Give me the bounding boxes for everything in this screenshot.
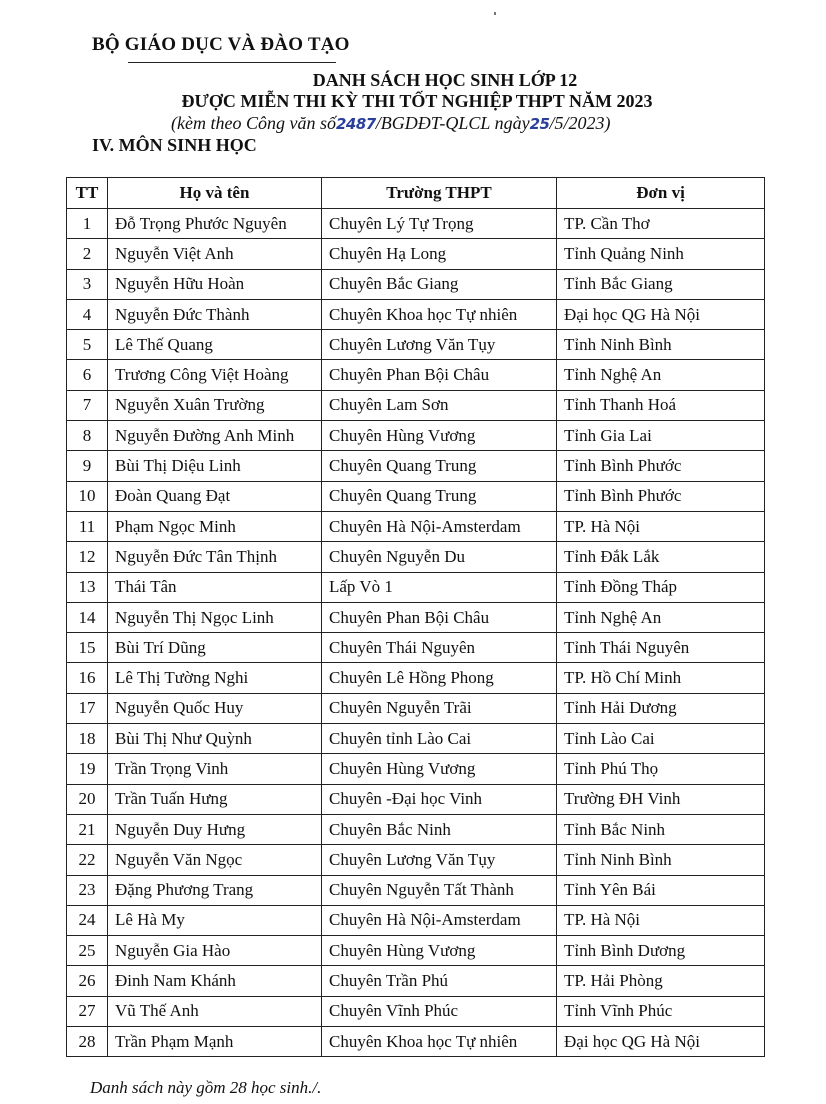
cell-tt: 7 xyxy=(67,390,108,420)
cell-school: Chuyên Lương Văn Tụy xyxy=(322,845,557,875)
cell-tt: 9 xyxy=(67,451,108,481)
cell-school: Chuyên Phan Bội Châu xyxy=(322,360,557,390)
cell-name: Đỗ Trọng Phước Nguyên xyxy=(108,209,322,239)
table-row xyxy=(67,754,765,784)
handwritten-day: 25 xyxy=(529,115,550,133)
header-unit: Đơn vị xyxy=(557,178,765,209)
ministry-name: BỘ GIÁO DỤC VÀ ĐÀO TẠO xyxy=(92,34,350,55)
title-line-1-text: DANH SÁCH HỌC SINH LỚP 12 xyxy=(312,70,578,90)
cell-school: Chuyên Lý Tự Trọng xyxy=(322,209,557,239)
cell-unit: Tỉnh Yên Bái xyxy=(557,875,765,905)
cell-name: Lê Hà My xyxy=(108,905,322,935)
cell-unit: Tỉnh Đắk Lắk xyxy=(557,542,765,572)
table-row xyxy=(67,633,765,663)
table-row xyxy=(67,360,765,390)
table-row xyxy=(67,724,765,754)
header-name: Họ và tên xyxy=(108,178,322,209)
cell-name: Nguyễn Hữu Hoàn xyxy=(108,269,322,299)
cell-unit: Tỉnh Bắc Ninh xyxy=(557,814,765,844)
cell-unit: TP. Hà Nội xyxy=(557,511,765,541)
cell-school: Chuyên Thái Nguyên xyxy=(322,633,557,663)
cell-unit: Đại học QG Hà Nội xyxy=(557,299,765,329)
cell-unit: Tỉnh Vĩnh Phúc xyxy=(557,996,765,1026)
cell-school: Chuyên Lê Hồng Phong xyxy=(322,663,557,693)
cell-school: Chuyên Lương Văn Tụy xyxy=(322,330,557,360)
table-row xyxy=(67,481,765,511)
title-line-2 xyxy=(0,91,826,112)
table-row xyxy=(67,299,765,329)
cell-name: Nguyễn Gia Hào xyxy=(108,936,322,966)
cell-name: Nguyễn Đức Thành xyxy=(108,299,322,329)
cell-tt: 11 xyxy=(67,511,108,541)
cell-unit: Tỉnh Thanh Hoá xyxy=(557,390,765,420)
cell-school: Chuyên Bắc Giang xyxy=(322,269,557,299)
cell-tt: 13 xyxy=(67,572,108,602)
student-table xyxy=(66,177,765,1057)
document-reference xyxy=(171,113,610,134)
footer-note: Danh sách này gồm 28 học sinh./. xyxy=(90,1078,322,1097)
cell-name: Bùi Thị Như Quỳnh xyxy=(108,724,322,754)
cell-name: Đoàn Quang Đạt xyxy=(108,481,322,511)
cell-school: Chuyên tỉnh Lào Cai xyxy=(322,724,557,754)
cell-unit: Tỉnh Bình Phước xyxy=(557,481,765,511)
cell-unit: TP. Hà Nội xyxy=(557,905,765,935)
cell-school: Chuyên -Đại học Vinh xyxy=(322,784,557,814)
table-row xyxy=(67,845,765,875)
cell-name: Đinh Nam Khánh xyxy=(108,966,322,996)
cell-unit: Trường ĐH Vinh xyxy=(557,784,765,814)
cell-school: Chuyên Trần Phú xyxy=(322,966,557,996)
cell-unit: Tỉnh Bắc Giang xyxy=(557,269,765,299)
cell-school: Chuyên Hùng Vương xyxy=(322,936,557,966)
ministry-underline xyxy=(128,62,336,63)
header-tt: TT xyxy=(67,178,108,209)
cell-name: Nguyễn Việt Anh xyxy=(108,239,322,269)
table-row xyxy=(67,269,765,299)
subtitle-prefix: (kèm theo Công văn số xyxy=(171,113,336,133)
table-row xyxy=(67,542,765,572)
cell-school: Chuyên Nguyễn Tất Thành xyxy=(322,875,557,905)
header-school: Trường THPT xyxy=(322,178,557,209)
cell-tt: 28 xyxy=(67,1027,108,1057)
cell-name: Thái Tân xyxy=(108,572,322,602)
cell-unit: Tỉnh Bình Phước xyxy=(557,451,765,481)
cell-tt: 8 xyxy=(67,421,108,451)
cell-name: Nguyễn Đức Tân Thịnh xyxy=(108,542,322,572)
cell-tt: 17 xyxy=(67,693,108,723)
cell-unit: Tỉnh Thái Nguyên xyxy=(557,633,765,663)
table-row xyxy=(67,663,765,693)
cell-tt: 23 xyxy=(67,875,108,905)
cell-name: Nguyễn Đường Anh Minh xyxy=(108,421,322,451)
subtitle-suffix: /5/2023) xyxy=(549,113,611,133)
cell-name: Lê Thị Tường Nghi xyxy=(108,663,322,693)
cell-tt: 3 xyxy=(67,269,108,299)
table-row xyxy=(67,814,765,844)
cell-tt: 5 xyxy=(67,330,108,360)
table-row xyxy=(67,511,765,541)
table-row xyxy=(67,966,765,996)
cell-name: Nguyễn Xuân Trường xyxy=(108,390,322,420)
cell-name: Bùi Trí Dũng xyxy=(108,633,322,663)
cell-name: Đặng Phương Trang xyxy=(108,875,322,905)
scan-speck xyxy=(494,12,496,15)
cell-school: Chuyên Hạ Long xyxy=(322,239,557,269)
cell-school: Chuyên Vĩnh Phúc xyxy=(322,996,557,1026)
cell-tt: 24 xyxy=(67,905,108,935)
cell-name: Nguyễn Quốc Huy xyxy=(108,693,322,723)
cell-school: Chuyên Hà Nội-Amsterdam xyxy=(322,511,557,541)
cell-tt: 18 xyxy=(67,724,108,754)
title-line-1 xyxy=(0,70,826,91)
table-row xyxy=(67,936,765,966)
cell-unit: Tỉnh Quảng Ninh xyxy=(557,239,765,269)
cell-tt: 19 xyxy=(67,754,108,784)
subtitle-middle: /BGDĐT-QLCL ngày xyxy=(375,113,530,133)
section-title: IV. MÔN SINH HỌC xyxy=(92,135,257,155)
cell-school: Chuyên Lam Sơn xyxy=(322,390,557,420)
cell-tt: 26 xyxy=(67,966,108,996)
table-header-row xyxy=(67,178,765,209)
cell-school: Chuyên Hùng Vương xyxy=(322,754,557,784)
table-row xyxy=(67,996,765,1026)
table-row xyxy=(67,905,765,935)
cell-unit: TP. Hồ Chí Minh xyxy=(557,663,765,693)
cell-tt: 14 xyxy=(67,602,108,632)
cell-name: Lê Thế Quang xyxy=(108,330,322,360)
cell-school: Chuyên Nguyễn Trãi xyxy=(322,693,557,723)
cell-unit: Tỉnh Gia Lai xyxy=(557,421,765,451)
cell-tt: 6 xyxy=(67,360,108,390)
table-row xyxy=(67,875,765,905)
cell-name: Trần Phạm Mạnh xyxy=(108,1027,322,1057)
cell-tt: 15 xyxy=(67,633,108,663)
cell-tt: 27 xyxy=(67,996,108,1026)
cell-name: Trần Trọng Vinh xyxy=(108,754,322,784)
cell-school: Chuyên Quang Trung xyxy=(322,451,557,481)
cell-name: Bùi Thị Diệu Linh xyxy=(108,451,322,481)
cell-tt: 16 xyxy=(67,663,108,693)
cell-tt: 1 xyxy=(67,209,108,239)
cell-name: Vũ Thế Anh xyxy=(108,996,322,1026)
cell-name: Trương Công Việt Hoàng xyxy=(108,360,322,390)
cell-name: Trần Tuấn Hưng xyxy=(108,784,322,814)
table-body xyxy=(67,209,765,1057)
table-row xyxy=(67,784,765,814)
table-row xyxy=(67,390,765,420)
cell-unit: Tỉnh Phú Thọ xyxy=(557,754,765,784)
table-row xyxy=(67,602,765,632)
title-line-2-text: ĐƯỢC MIỄN THI KỲ THI TỐT NGHIỆP THPT NĂM 2023 xyxy=(181,91,653,111)
cell-unit: Tỉnh Hải Dương xyxy=(557,693,765,723)
cell-school: Chuyên Nguyễn Du xyxy=(322,542,557,572)
cell-unit: Đại học QG Hà Nội xyxy=(557,1027,765,1057)
cell-tt: 25 xyxy=(67,936,108,966)
cell-tt: 2 xyxy=(67,239,108,269)
table-row xyxy=(67,421,765,451)
cell-unit: TP. Cần Thơ xyxy=(557,209,765,239)
table-row xyxy=(67,572,765,602)
cell-tt: 12 xyxy=(67,542,108,572)
cell-name: Nguyễn Duy Hưng xyxy=(108,814,322,844)
cell-unit: Tỉnh Nghệ An xyxy=(557,360,765,390)
cell-unit: Tỉnh Lào Cai xyxy=(557,724,765,754)
cell-school: Chuyên Bắc Ninh xyxy=(322,814,557,844)
table-row xyxy=(67,239,765,269)
cell-tt: 20 xyxy=(67,784,108,814)
cell-school: Lấp Vò 1 xyxy=(322,572,557,602)
handwritten-document-number: 2487 xyxy=(335,115,376,133)
cell-name: Nguyễn Văn Ngọc xyxy=(108,845,322,875)
cell-school: Chuyên Khoa học Tự nhiên xyxy=(322,299,557,329)
cell-tt: 10 xyxy=(67,481,108,511)
cell-tt: 22 xyxy=(67,845,108,875)
table-row xyxy=(67,693,765,723)
cell-school: Chuyên Hùng Vương xyxy=(322,421,557,451)
table-row xyxy=(67,209,765,239)
cell-school: Chuyên Phan Bội Châu xyxy=(322,602,557,632)
cell-unit: Tỉnh Nghệ An xyxy=(557,602,765,632)
cell-unit: Tỉnh Ninh Bình xyxy=(557,330,765,360)
table-row xyxy=(67,330,765,360)
cell-unit: TP. Hải Phòng xyxy=(557,966,765,996)
table-row xyxy=(67,1027,765,1057)
cell-name: Phạm Ngọc Minh xyxy=(108,511,322,541)
cell-tt: 21 xyxy=(67,814,108,844)
cell-tt: 4 xyxy=(67,299,108,329)
cell-unit: Tỉnh Ninh Bình xyxy=(557,845,765,875)
cell-school: Chuyên Hà Nội-Amsterdam xyxy=(322,905,557,935)
cell-name: Nguyễn Thị Ngọc Linh xyxy=(108,602,322,632)
cell-school: Chuyên Quang Trung xyxy=(322,481,557,511)
cell-unit: Tỉnh Đồng Tháp xyxy=(557,572,765,602)
table-row xyxy=(67,451,765,481)
cell-unit: Tỉnh Bình Dương xyxy=(557,936,765,966)
cell-school: Chuyên Khoa học Tự nhiên xyxy=(322,1027,557,1057)
